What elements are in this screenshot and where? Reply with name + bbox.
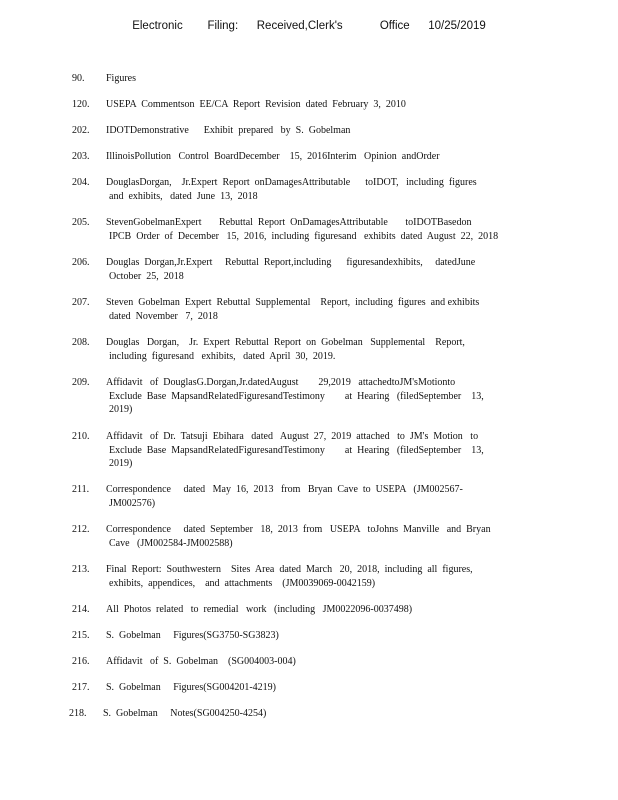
- exhibit-description-line: S. Gobelman Figures(SG3750-SG3823): [106, 630, 279, 641]
- exhibit-number: 214.: [72, 604, 90, 615]
- exhibit-description-line: Figures: [106, 73, 136, 84]
- exhibit-number: 217.: [72, 682, 90, 693]
- exhibit-description-line: Steven Gobelman Expert Rebuttal Supplemental Report, including figures and exhibits: [106, 297, 480, 308]
- exhibit-description: [106, 563, 536, 590]
- exhibit-description-line: USEPA Commentson EE/CA Report Revision dated February 3, 2010: [106, 99, 406, 110]
- exhibit-description-line: IDOTDemonstrative Exhibit prepared by S. Gobelman: [106, 125, 351, 136]
- exhibit-description-line: including figuresand exhibits, dated April 30, 2019.: [109, 350, 336, 362]
- exhibit-description: [106, 296, 536, 323]
- exhibit-description-line: Douglas Dorgan, Jr. Expert Rebuttal Report on Gobelman Supplemental Report,: [106, 337, 465, 348]
- exhibit-description: [106, 655, 536, 669]
- exhibit-description-line: DouglasDorgan, Jr.Expert Report onDamagesAttributable toIDOT, including figures: [106, 177, 477, 188]
- exhibit-description-line: StevenGobelmanExpert Rebuttal Report OnDamagesAttributable toIDOTBasedon: [106, 217, 472, 228]
- exhibit-description: [106, 681, 536, 695]
- exhibit-description-line: Exclude Base MapsandRelatedFiguresandTestimony at Hearing (filedSeptember 13,: [109, 390, 484, 402]
- exhibit-description-line: Correspondence dated September 18, 2013 from USEPA toJohns Manville and Bryan: [106, 524, 491, 535]
- exhibit-number: 205.: [72, 217, 90, 228]
- exhibit-description-line: Cave (JM002584-JM002588): [109, 537, 233, 549]
- exhibit-description: [106, 256, 536, 283]
- exhibit-number: 218.: [69, 708, 87, 719]
- exhibit-number: 203.: [72, 151, 90, 162]
- exhibit-description: [103, 707, 533, 721]
- exhibit-description: [106, 216, 536, 243]
- exhibit-description: [106, 176, 536, 203]
- electronic-filing-stamp: Electronic Filing: Received,Clerk's Office 10/25/2019: [132, 20, 486, 32]
- exhibit-description-line: Affidavit of S. Gobelman (SG004003-004): [106, 656, 296, 667]
- exhibit-description-line: Affidavit of Dr. Tatsuji Ebihara dated August 27, 2019 attached to JM's Motion to: [106, 431, 479, 442]
- exhibit-description: [106, 150, 536, 164]
- exhibit-number: 204.: [72, 177, 90, 188]
- exhibit-number: 213.: [72, 564, 90, 575]
- exhibit-description-line: dated November 7, 2018: [109, 310, 218, 322]
- exhibit-number: 202.: [72, 125, 90, 136]
- exhibit-description-line: IPCB Order of December 15, 2016, including figuresand exhibits dated August 22, 2018: [109, 230, 499, 242]
- exhibit-description-line: S. Gobelman Notes(SG004250-4254): [103, 708, 267, 719]
- exhibit-number: 211.: [72, 484, 90, 495]
- exhibit-description: [106, 629, 536, 643]
- exhibit-description-line: and exhibits, dated June 13, 2018: [109, 190, 258, 202]
- exhibit-description-line: October 25, 2018: [109, 270, 184, 282]
- exhibit-description-line: Affidavit of DouglasG.Dorgan,Jr.datedAugust 29,2019 attachedtoJM'sMotionto: [106, 377, 456, 388]
- exhibit-description: [106, 98, 536, 112]
- exhibit-description-line: 2019): [109, 404, 133, 415]
- exhibit-description-line: Exclude Base MapsandRelatedFiguresandTestimony at Hearing (filedSeptember 13,: [109, 444, 484, 456]
- exhibit-number: 212.: [72, 524, 90, 535]
- exhibit-description-line: exhibits, appendices, and attachments (JM0039069-0042159): [109, 577, 376, 589]
- exhibit-number: 209.: [72, 377, 90, 388]
- exhibit-description-line: Douglas Dorgan,Jr.Expert Rebuttal Report,including figuresandexhibits, datedJune: [106, 257, 476, 268]
- exhibit-description: [106, 336, 536, 363]
- exhibit-description: [106, 523, 536, 550]
- exhibit-number: 208.: [72, 337, 90, 348]
- exhibit-description: [106, 72, 536, 86]
- exhibit-description: [106, 603, 536, 617]
- exhibit-number: 90.: [72, 73, 85, 84]
- exhibit-description: [106, 483, 536, 510]
- exhibit-number: 216.: [72, 656, 90, 667]
- exhibit-description-line: All Photos related to remedial work (including JM0022096-0037498): [106, 604, 413, 615]
- exhibit-description-line: Final Report: Southwestern Sites Area dated March 20, 2018, including all figures,: [106, 564, 473, 575]
- exhibit-description-line: Correspondence dated May 16, 2013 from Bryan Cave to USEPA (JM002567-: [106, 484, 463, 495]
- exhibit-number: 206.: [72, 257, 90, 268]
- exhibit-description-line: S. Gobelman Figures(SG004201-4219): [106, 682, 276, 693]
- exhibit-number: 210.: [72, 431, 90, 442]
- exhibit-description-line: 2019): [109, 458, 133, 469]
- exhibit-number: 215.: [72, 630, 90, 641]
- exhibit-description: [106, 430, 536, 471]
- exhibit-description-line: IllinoisPollution Control BoardDecember 15, 2016Interim Opinion andOrder: [106, 151, 440, 162]
- exhibit-number: 120.: [72, 99, 90, 110]
- exhibit-number: 207.: [72, 297, 90, 308]
- exhibit-description-line: JM002576): [109, 497, 156, 509]
- exhibit-description: [106, 124, 536, 138]
- exhibit-description: [106, 376, 536, 417]
